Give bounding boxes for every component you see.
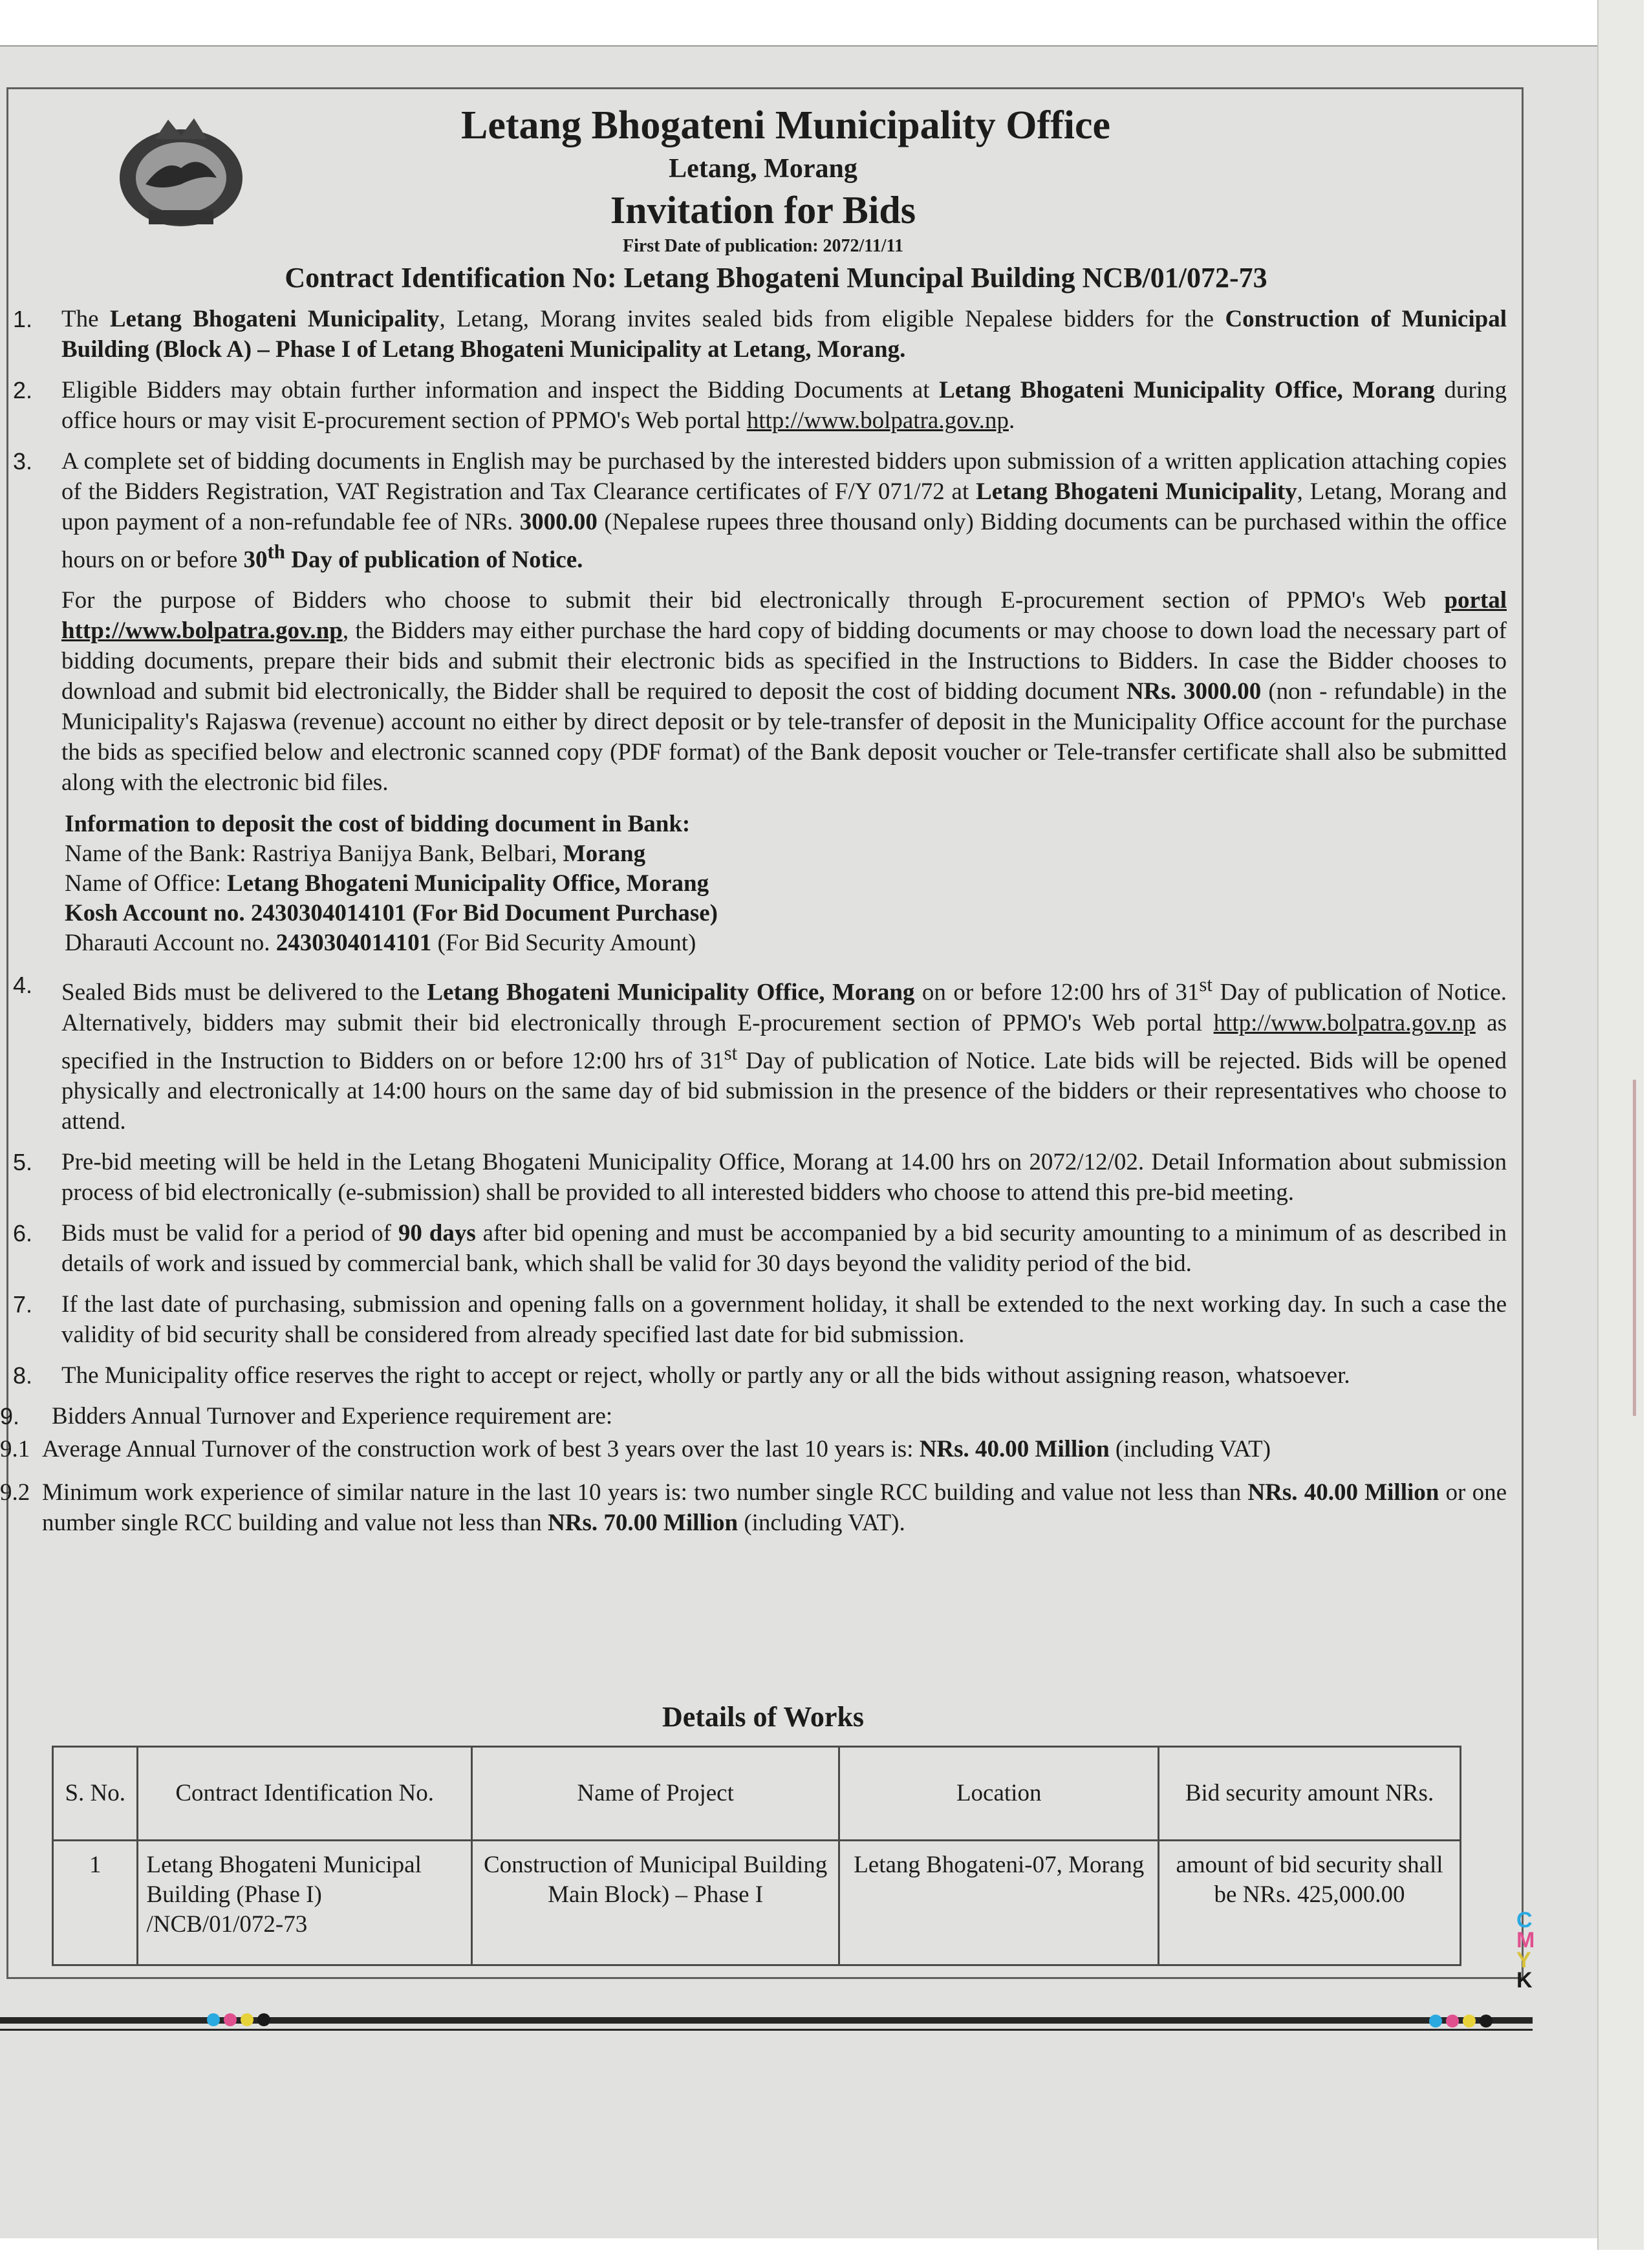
clause-number: 7. xyxy=(13,1290,33,1318)
table-cell: Letang Bhogateni Municipal Building (Phase I) /NCB/01/072-73 xyxy=(138,1841,471,1965)
clause-number: 9.2 xyxy=(0,1479,30,1506)
electronic-bid-paragraph: For the purpose of Bidders who choose to submit their bid electronically through E-procurement section of PPMO's Web portal http://www.bolpatra.gov.np, the Bidders may either purchase the hard copy of bidding documents or may choose to down load the necessary part of bidding documents, prepare their bids and submit their electronic bids as specified in the Instructions to Bidders. In case the Bidder chooses to download and submit bid electronically, the Bidder shall be required to deposit the cost of bidding document NRs. 3000.00 (non - refundable) in the Municipality's Rajaswa (revenue) account no either by direct deposit or by tele-transfer of deposit in the Municipality Office account for the purchase the bids as specified below and electronic scanned copy (PDF format) of the Bank deposit voucher or Tele-transfer certificate shall also be submitted along with the electronic bid files. xyxy=(61,587,1507,797)
office-location: Letang, Morang xyxy=(669,154,857,184)
column-header: Contract Identification No. xyxy=(138,1747,471,1841)
margin-mark xyxy=(1633,1080,1636,1416)
clause-7: 7. If the last date of purchasing, submission and opening falls on a government holiday, it shall be extended to the next working day. In such a case the validity of bid security shall be considered from already specified last date for bid submission. xyxy=(0,1289,1507,1350)
magenta-dot xyxy=(224,2013,237,2026)
details-of-works-table xyxy=(52,1746,1461,1966)
cmyk-letter: M xyxy=(1516,1928,1535,1952)
table-cell: Letang Bhogateni-07, Morang xyxy=(839,1841,1159,1965)
notice-header xyxy=(0,100,1526,297)
column-header: Name of Project xyxy=(471,1747,839,1841)
bottom-rule-thin xyxy=(0,2029,1533,2031)
yellow-dot xyxy=(1463,2015,1476,2027)
clause-number: 2. xyxy=(13,377,33,403)
bolpatra-link[interactable]: http://www.bolpatra.gov.np xyxy=(1213,1009,1476,1036)
clause-number: 6. xyxy=(13,1219,33,1246)
black-dot xyxy=(1480,2015,1493,2027)
clause-9-1: 9.1 Average Annual Turnover of the construction work of best 3 years over the last 10 years is: NRs. 40.00 Million (including VAT) xyxy=(0,1434,1507,1464)
clause-number: 4. xyxy=(13,972,33,999)
clause-2: 2. Eligible Bidders may obtain further information and inspect the Bidding Documents at Letang Bhogateni Municipality Office, Morang during office hours or may visit E-procurement section of PPMO's Web portal http://www.bolpatra.gov.np. xyxy=(0,375,1507,436)
clause-number: 5. xyxy=(13,1148,33,1175)
column-header: Location xyxy=(839,1747,1159,1841)
page-edge xyxy=(1597,0,1644,2250)
bank-info: Information to deposit the cost of bidding document in Bank: Name of the Bank: Rastriya Banijya Bank, Belbari, Morang Name of Office: Letang Bhogateni Municipality Office, Morang Kosh Account no. 2430304014101 (For Bid Document Purchase) Dharauti Account no. 2430304014101 (For Bid Security Amount) xyxy=(65,811,718,957)
bolpatra-link[interactable]: http://www.bolpatra.gov.np xyxy=(746,407,1009,434)
column-header: S. No. xyxy=(53,1747,138,1841)
publication-date: First Date of publication: 2072/11/11 xyxy=(623,236,903,256)
clause-3: 3. A complete set of bidding documents in English may be purchased by the interested bidders upon submission of a written application attaching copies of the Bidders Registration, VAT Registration and Tax Clearance certificates of F/Y 071/72 at Letang Bhogateni Municipality, Letang, Morang and upon payment of a non-refundable fee of NRs. 3000.00 (Nepalese rupees three thousand only) Bidding documents can be purchased within the office hours on or before 30th Day of publication of Notice. xyxy=(0,446,1507,575)
notice-body xyxy=(0,304,1507,1551)
cmyk-mark xyxy=(1516,1910,1535,1991)
clause-number: 1. xyxy=(13,306,33,332)
clause-number: 9.1 xyxy=(0,1435,30,1462)
dharauti-account: 2430304014101 xyxy=(275,930,432,957)
table-cell: Construction of Municipal Building Main Block) – Phase I xyxy=(471,1841,839,1965)
registration-dots-left xyxy=(207,2013,270,2026)
clause-number: 3. xyxy=(13,448,33,475)
table-cell: amount of bid security shall be NRs. 425,000.00 xyxy=(1159,1841,1461,1965)
table-cell: 1 xyxy=(53,1841,138,1965)
clause-number: 9. xyxy=(0,1402,20,1429)
details-of-works-title: Details of Works xyxy=(662,1701,865,1733)
clause-6: 6. Bids must be valid for a period of 90 days after bid opening and must be accompanied by a bid security amounting to a minimum of as described in details of work and issued by commercial bank, which shall be valid for 30 days beyond the validity period of the bid. xyxy=(0,1218,1507,1279)
cyan-dot xyxy=(1429,2015,1442,2027)
clause-4: 4. Sealed Bids must be delivered to the Letang Bhogateni Municipality Office, Morang on or before 12:00 hrs of 31st Day of publication of Notice. Alternatively, bidders may submit their bid electronically through E-procurement section of PPMO's Web portal http://www.bolpatra.gov.np as specified in the Instruction to Bidders on or before 12:00 hrs of 31st Day of publication of Notice. Late bids will be rejected. Bids will be opened physically and electronically at 14:00 hours on the same day of bid submission in the presence of the bidders or their representatives who choose to attend. xyxy=(0,970,1507,1137)
office-name: Letang Bhogateni Municipality Office xyxy=(460,103,1111,147)
cmyk-letter: C xyxy=(1516,1908,1533,1932)
portal-link[interactable]: portal http://www.bolpatra.gov.np xyxy=(61,587,1507,645)
magenta-dot xyxy=(1446,2015,1459,2027)
table-header-row xyxy=(53,1747,1461,1841)
cmyk-letter: K xyxy=(1516,1968,1533,1993)
clause-9: 9. Bidders Annual Turnover and Experience requirement are: xyxy=(0,1401,1507,1431)
yellow-dot xyxy=(241,2013,253,2026)
cyan-dot xyxy=(207,2013,220,2026)
notice-title: Invitation for Bids xyxy=(610,189,916,231)
column-header: Bid security amount NRs. xyxy=(1159,1747,1461,1841)
registration-dots-right xyxy=(1429,2015,1493,2027)
clause-5: 5. Pre-bid meeting will be held in the Letang Bhogateni Municipality Office, Morang at 14.00 hrs on 2072/12/02. Detail Information about submission process of bid electronically (e-submission) shall be provided to all interested bidders who choose to attend this pre-bid meeting. xyxy=(0,1147,1507,1208)
contract-id: Contract Identification No: Letang Bhogateni Muncipal Building NCB/01/072-73 xyxy=(285,262,1267,294)
bank-info-title: Information to deposit the cost of bidding document in Bank: xyxy=(65,811,691,838)
kosh-account: Kosh Account no. 2430304014101 (For Bid Document Purchase) xyxy=(65,900,718,927)
black-dot xyxy=(257,2013,270,2026)
clause-1: 1. The Letang Bhogateni Municipality, Letang, Morang invites sealed bids from eligible Nepalese bidders for the Construction of Municipal Building (Block A) – Phase I of Letang Bhogateni Municipality at Letang, Morang. xyxy=(0,304,1507,365)
table-row xyxy=(53,1841,1461,1965)
cmyk-letter: Y xyxy=(1516,1948,1531,1973)
clause-number: 8. xyxy=(13,1362,33,1389)
clause-9-2: 9.2 Minimum work experience of similar nature in the last 10 years is: two number single RCC building and value not less than NRs. 40.00 Million or one number single RCC building and value not less than NRs. 70.00 Million (including VAT). xyxy=(0,1477,1507,1538)
clause-8: 8. The Municipality office reserves the right to accept or reject, wholly or partly any or all the bids without assigning reason, whatsoever. xyxy=(0,1360,1507,1391)
